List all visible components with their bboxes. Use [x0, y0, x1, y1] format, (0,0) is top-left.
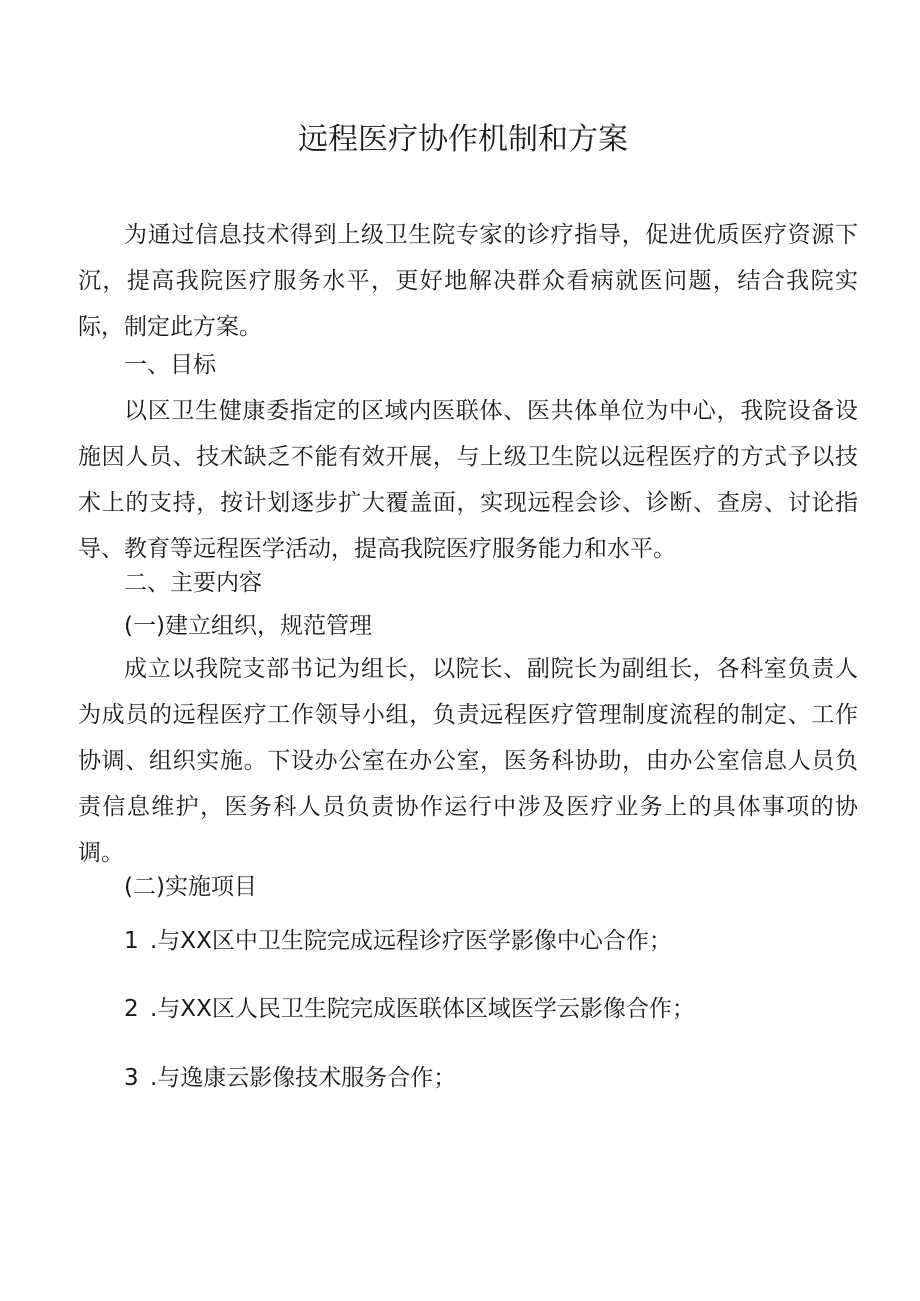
intro-paragraph: 为通过信息技术得到上级卫生院专家的诊疗指导，促进优质医疗资源下沉，提高我院医疗服务水平，更好地解决群众看病就医问题，结合我院实际，制定此方案。	[78, 222, 858, 340]
list-item-text: .与XX区中卫生院完成远程诊疗医学影像中心合作；	[150, 928, 672, 954]
document-title: 远程医疗协作机制和方案	[298, 122, 628, 157]
section-1-body: 以区卫生健康委指定的区域内医联体、医共体单位为中心，我院设备设施因人员、技术缺乏不能有效开展，与上级卫生院以远程医疗的方式予以技术上的支持，按计划逐步扩大覆盖面，实现远程会诊、诊断、查房、讨论指导、教育等远程医学活动，提高我院医疗服务能力和水平。	[78, 398, 858, 562]
list-item	[124, 918, 672, 964]
list-item	[124, 1055, 456, 1101]
subsection-1-body: 成立以我院支部书记为组长，以院长、副院长为副组长，各科室负责人为成员的远程医疗工作领导小组，负责远程医疗管理制度流程的制定、工作协调、组织实施。下设办公室在办公室，医务科协助，由办公室信息人员负责信息维护，医务科人员负责协作运行中涉及医疗业务上的具体事项的协调。	[78, 656, 858, 866]
subsection-2-heading: (二)实施项目	[124, 874, 257, 900]
subsection-1-heading: (一)建立组织，规范管理	[124, 613, 372, 639]
list-item-number: 2	[124, 996, 139, 1022]
section-1-heading: 一、目标	[124, 352, 216, 378]
section-2-heading: 二、主要内容	[124, 570, 262, 596]
list-item-text: .与逸康云影像技术服务合作；	[150, 1065, 457, 1091]
list-item-number: 3	[124, 1065, 139, 1091]
list-item-number: 1	[124, 928, 139, 954]
list-item-text: .与XX区人民卫生院完成医联体区域医学云影像合作；	[150, 996, 695, 1022]
list-item	[124, 986, 695, 1032]
